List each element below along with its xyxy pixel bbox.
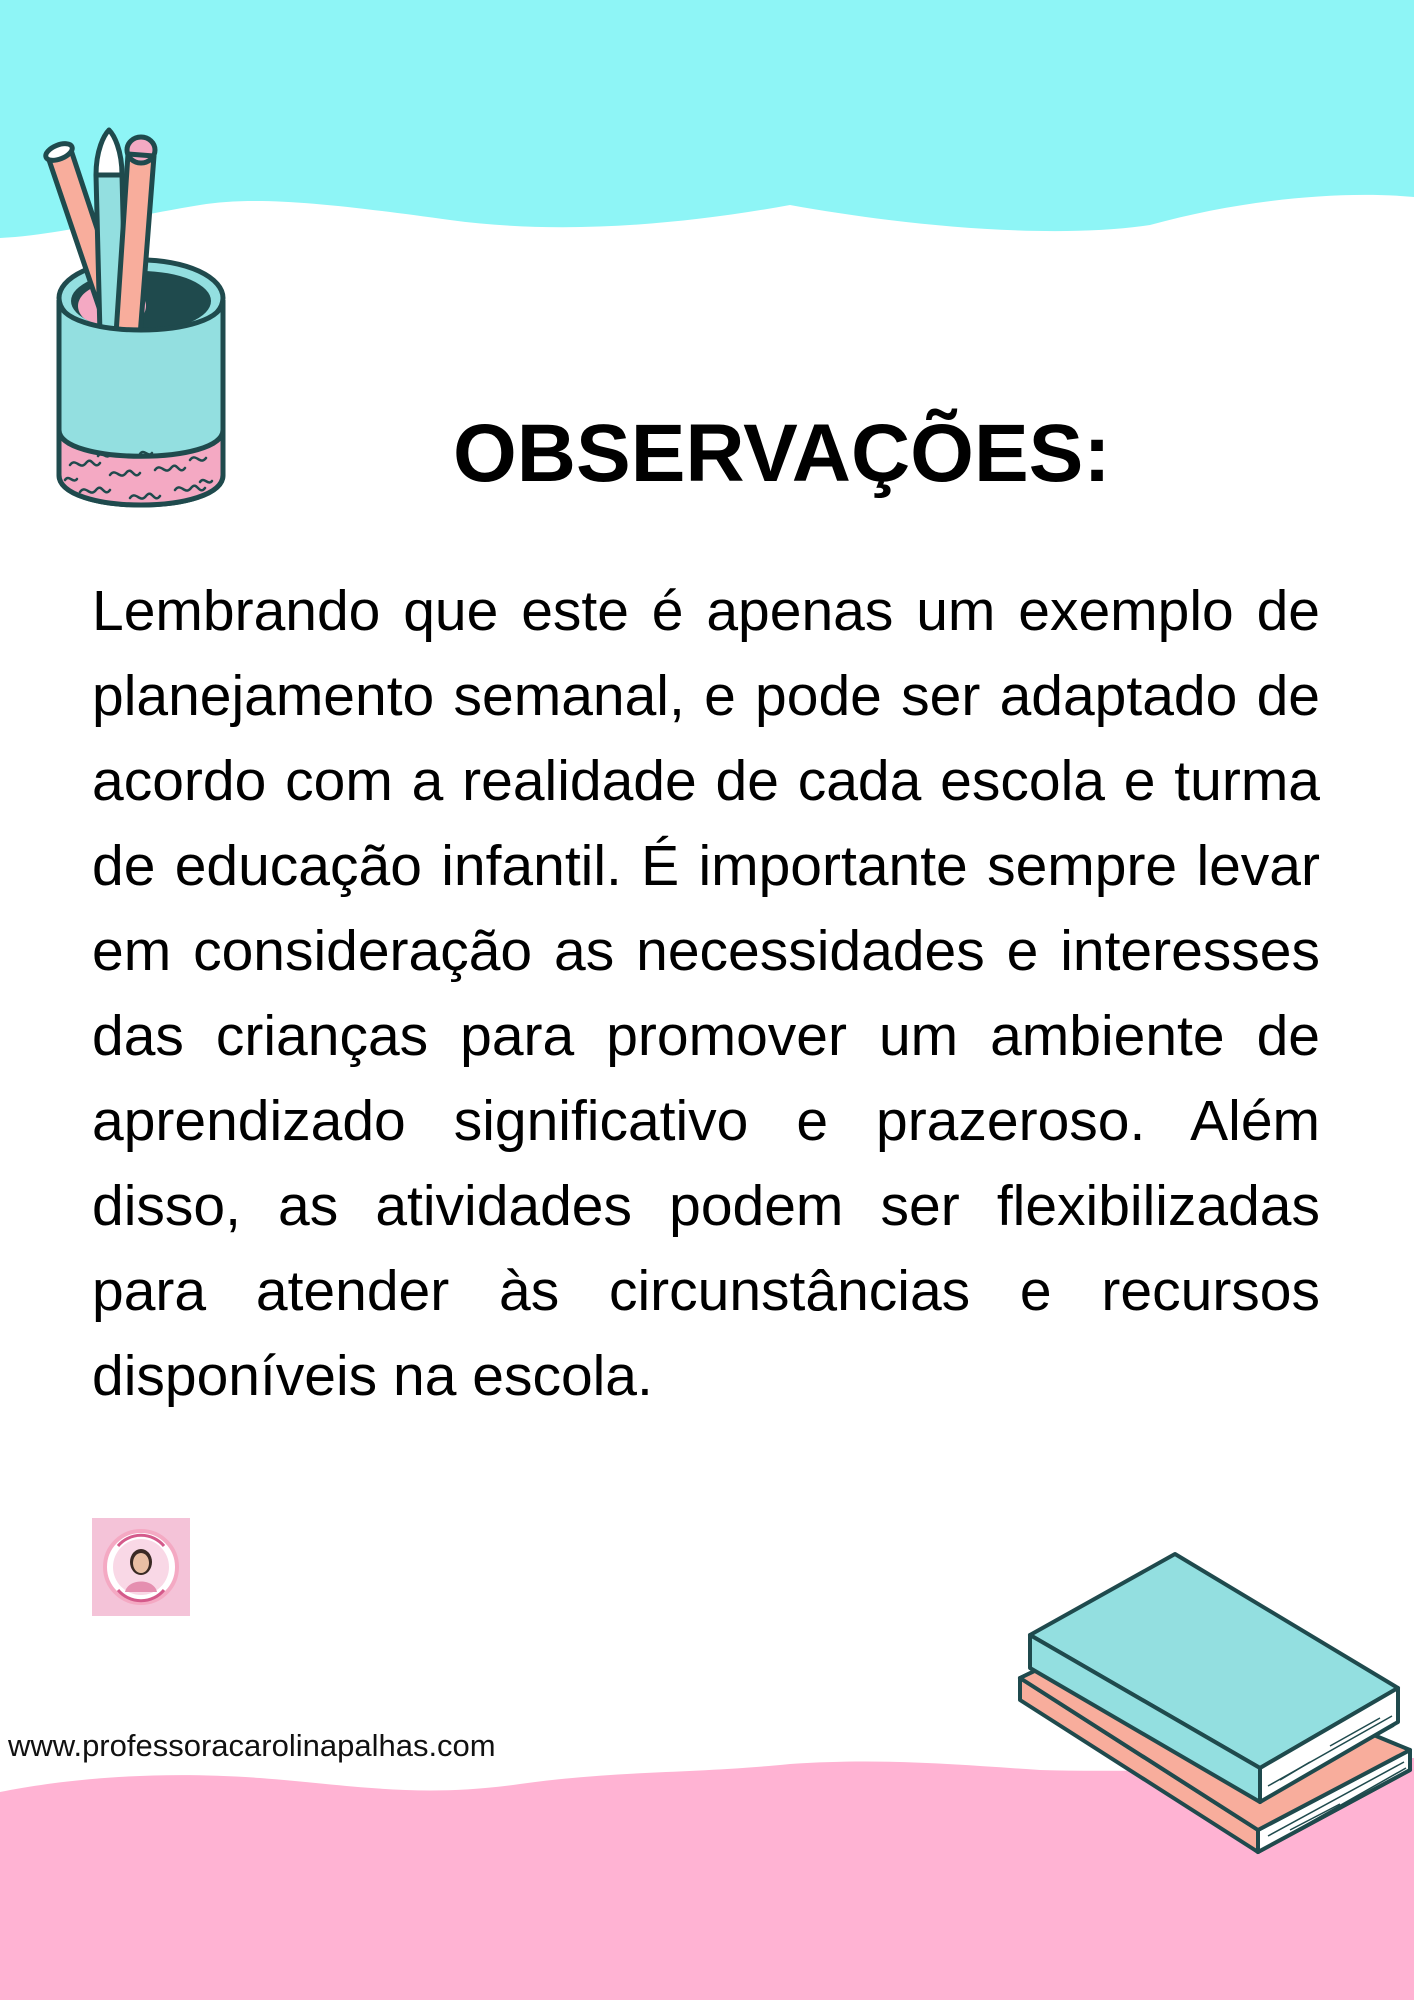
body-paragraph: Lembrando que este é apenas um exemplo de planejamento semanal, e pode ser adaptado de acordo com a realidade de cada escola e turma de educação infantil. É importante sempre levar em consideração as necessidades e interesses das crianças para promover um ambiente de aprendizado significativo e prazeroso. Além disso, as atividades podem ser flexibilizadas para atender às circunstâncias e recursos disponíveis na escola. xyxy=(92,579,1320,1408)
pencil-cup-icon xyxy=(40,120,240,540)
teacher-logo-icon xyxy=(92,1518,190,1616)
footer-website-link[interactable]: www.professoracarolinapalhas.com xyxy=(8,1728,496,1763)
books-icon xyxy=(1010,1540,1414,1870)
page-title: OBSERVAÇÕES: xyxy=(453,408,1111,499)
